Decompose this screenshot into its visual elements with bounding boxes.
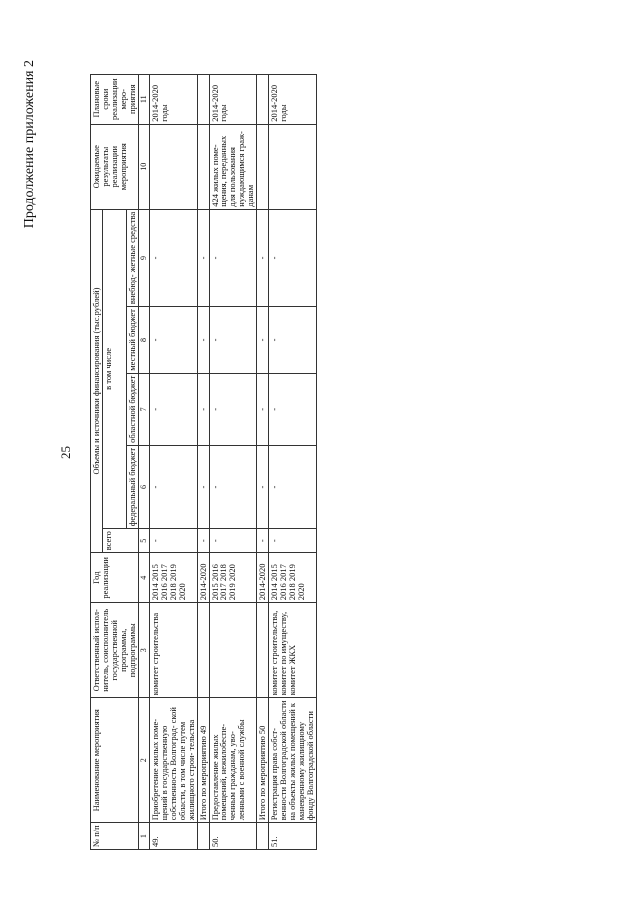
table-cell: 49.	[150, 823, 198, 850]
table-cell: -	[269, 373, 317, 445]
table-row	[150, 74, 198, 849]
col-num: 11	[138, 74, 149, 124]
table-cell: 2014-2020 годы	[150, 74, 198, 124]
table-cell: 2014-2020	[197, 553, 209, 603]
table-cell: Итого по мероприятию 50	[257, 698, 269, 823]
table-cell: комитет строительства	[150, 603, 198, 698]
table-cell: -	[269, 307, 317, 374]
col-num: 9	[138, 209, 149, 306]
table-cell: -	[197, 209, 209, 306]
table-row	[209, 74, 257, 849]
col-local: местный бюджет	[126, 307, 138, 374]
table-cell: -	[150, 209, 198, 306]
table-cell: -	[150, 445, 198, 528]
table-row	[269, 74, 317, 849]
table-cell	[197, 603, 209, 698]
table-cell	[150, 124, 198, 209]
table-cell: -	[257, 307, 269, 374]
table-cell: Регистрация права собст- венности Волгоградской области на объекты жилых помещений к маневренному жилищному фонду Волгоградской области	[269, 698, 317, 823]
col-name: Наименование мероприятия	[91, 698, 139, 823]
col-financing: Объемы и источники финансирования (тыс.рублей)	[91, 209, 103, 553]
col-num: 8	[138, 307, 149, 374]
program-table	[90, 74, 317, 850]
table-cell	[209, 603, 257, 698]
col-executor: Ответственный испол- нитель, соисполнитель государственной программы, подпрограммы	[91, 603, 139, 698]
page-number: 25	[58, 446, 73, 459]
col-total: всего	[102, 529, 138, 553]
table-cell: -	[197, 373, 209, 445]
col-regional: областной бюджет	[126, 373, 138, 445]
col-num: 5	[138, 529, 149, 553]
col-num: 6	[138, 445, 149, 528]
col-federal: федеральный бюджет	[126, 445, 138, 528]
table-cell	[257, 823, 269, 850]
col-results: Ожидаемые результаты реализации мероприятия	[91, 124, 139, 209]
col-terms: Плановые сроки реализации меро- приятия	[91, 74, 139, 124]
table-cell	[257, 603, 269, 698]
col-num: 3	[138, 603, 149, 698]
table-row	[197, 74, 209, 849]
table-cell: -	[209, 373, 257, 445]
col-num: 10	[138, 124, 149, 209]
col-num: 1	[138, 823, 149, 850]
col-num: 2	[138, 698, 149, 823]
table-cell: 424 жилых поме- щения, переданных для пользования нуждающимся граж- данам	[209, 124, 257, 209]
table-cell: -	[150, 373, 198, 445]
table-cell: -	[197, 445, 209, 528]
table-cell	[257, 74, 269, 124]
col-extra: внебюд- жетные средства	[126, 209, 138, 306]
col-num: 7	[138, 373, 149, 445]
table-cell: -	[257, 529, 269, 553]
table-cell: -	[209, 529, 257, 553]
table-cell: -	[257, 445, 269, 528]
table-cell	[269, 124, 317, 209]
table-cell: -	[269, 445, 317, 528]
table-cell: Приобретение жилых поме- щений в государственную собственность Волгоград- ской области, в том числе путем жилищного строи- тельства	[150, 698, 198, 823]
table-cell: -	[209, 307, 257, 374]
table-cell: -	[269, 529, 317, 553]
table-cell: -	[197, 307, 209, 374]
col-including: в том числе	[102, 209, 126, 528]
table-cell: -	[197, 529, 209, 553]
table-cell: 2014-2020	[257, 553, 269, 603]
table-row	[257, 74, 269, 849]
table-cell: 2014 2015 2016 2017 2018 2019 2020	[150, 553, 198, 603]
table-cell	[197, 74, 209, 124]
table-cell: -	[269, 209, 317, 306]
table-cell: 2015 2016 2017 2018 2019 2020	[209, 553, 257, 603]
table-cell: -	[150, 307, 198, 374]
table-cell: -	[257, 373, 269, 445]
table-cell: 50.	[209, 823, 257, 850]
table-cell: 2014-2020 годы	[209, 74, 257, 124]
table-cell: -	[257, 209, 269, 306]
table-cell: -	[209, 209, 257, 306]
col-num: 4	[138, 553, 149, 603]
table-cell: -	[209, 445, 257, 528]
table-cell: -	[150, 529, 198, 553]
col-year: Год реализации	[91, 553, 139, 603]
table-cell: 51.	[269, 823, 317, 850]
table-cell: Итого по мероприятию 49	[197, 698, 209, 823]
col-no: № п/п	[91, 823, 139, 850]
table-cell: 2014 2015 2016 2017 2018 2019 2020	[269, 553, 317, 603]
table-cell	[197, 823, 209, 850]
table-cell: комитет строительства, комитет по имуществу, комитет ЖКХ	[269, 603, 317, 698]
table-cell	[257, 124, 269, 209]
table-cell	[197, 124, 209, 209]
table-body	[150, 74, 317, 849]
table-cell: Предоставление жилых помещений, нежилобеспе- ченным гражданам, уво- ленными с военной службы	[209, 698, 257, 823]
continuation-label: Продолжение приложения 2	[22, 60, 37, 229]
table-cell: 2014-2020 годы	[269, 74, 317, 124]
